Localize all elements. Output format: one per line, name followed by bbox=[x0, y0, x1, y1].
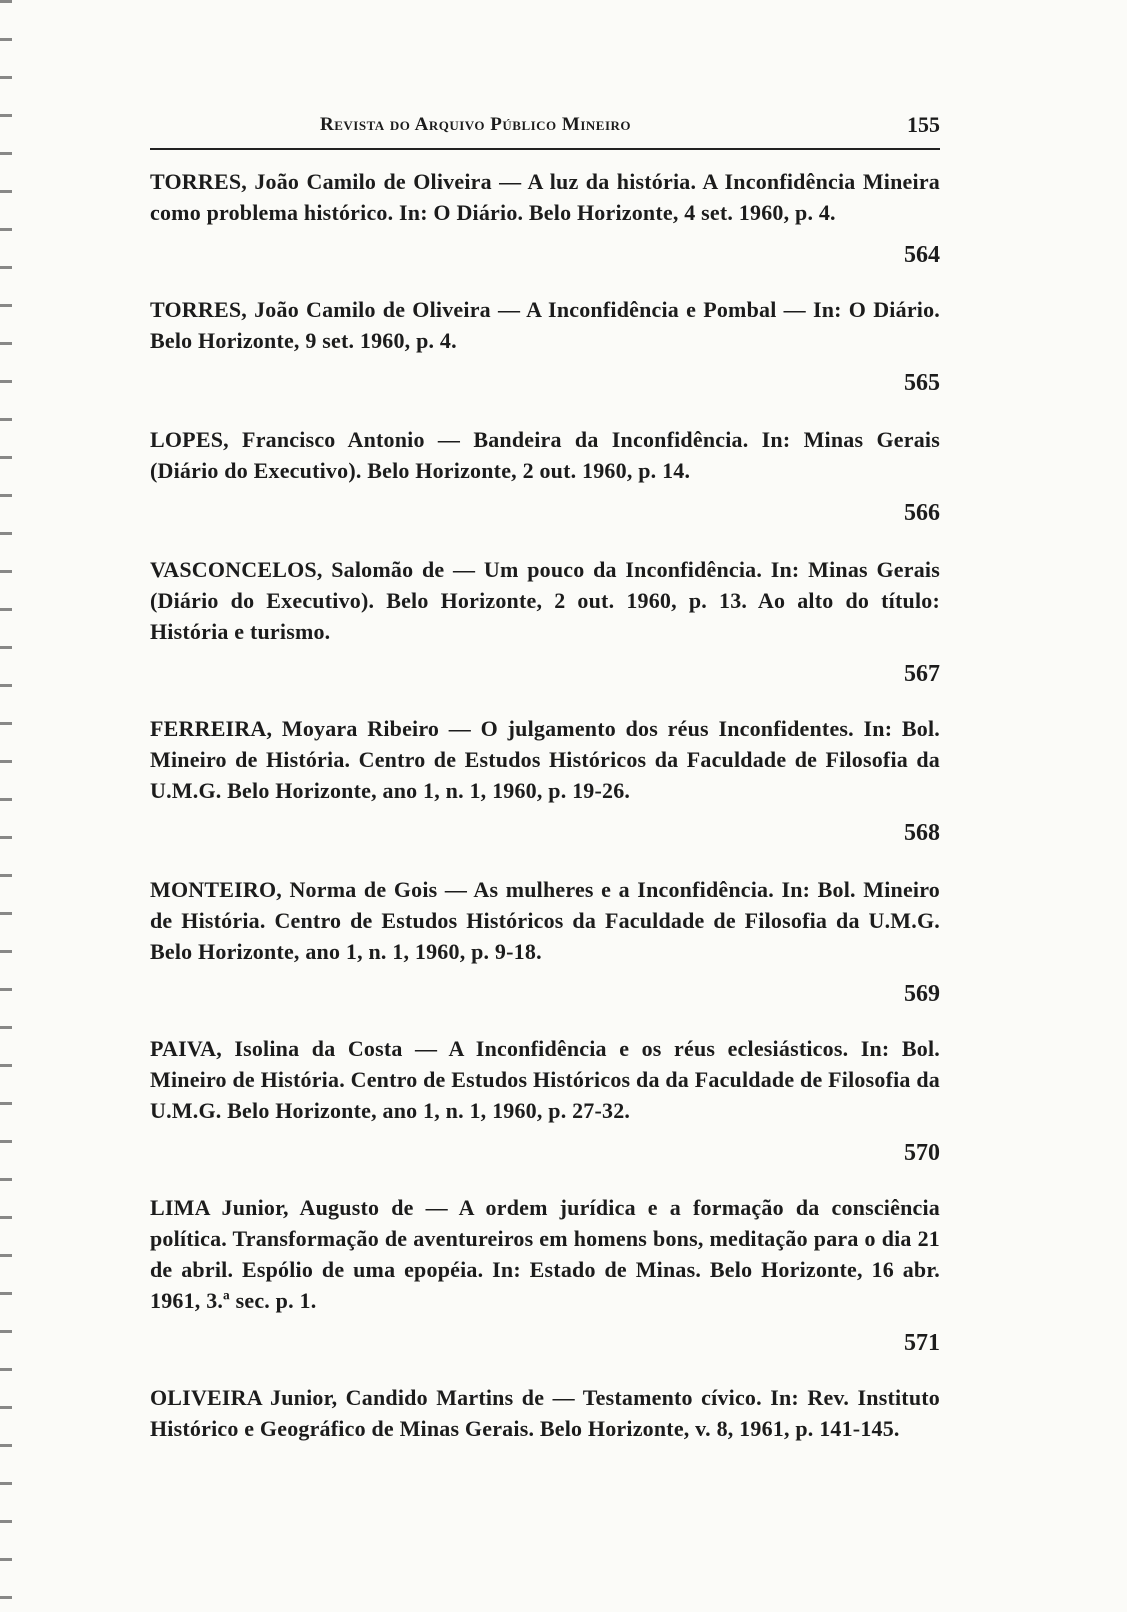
bibliography-entry-567 bbox=[150, 554, 940, 689]
bibliography-list bbox=[150, 166, 940, 1444]
entry-number: 571 bbox=[904, 1330, 940, 1356]
entry-text: TORRES, João Camilo de Oliveira — A Inconfidência e Pombal — In: O Diário. Belo Horizonte, 9 set. 1960, p. 4. bbox=[150, 297, 940, 353]
entry-text: LOPES, Francisco Antonio — Bandeira da Inconfidência. In: Minas Gerais (Diário do Executivo). Belo Horizonte, 2 out. 1960, p. 14. bbox=[150, 427, 940, 483]
entry-text: MONTEIRO, Norma de Gois — As mulheres e a Inconfidência. In: Bol. Mineiro de História. Centro de Estudos Históricos da Faculdade de Filosofia da U.M.G. Belo Horizonte, ano 1, n. 1, 1960, p. 9-18. bbox=[150, 877, 940, 964]
entry-number: 569 bbox=[904, 981, 940, 1007]
entry-text: FERREIRA, Moyara Ribeiro — O julgamento dos réus Inconfidentes. In: Bol. Mineiro de História. Centro de Estudos Históricos da Faculdade de Filosofia da U.M.G. Belo Horizonte, ano 1, n. 1, 1960, p. 19-26. bbox=[150, 716, 940, 803]
entry-number: 570 bbox=[904, 1140, 940, 1166]
entry-text: VASCONCELOS, Salomão de — Um pouco da Inconfidência. In: Minas Gerais (Diário do Executivo). Belo Horizonte, 2 out. 1960, p. 13. Ao alto do título: História e turismo. bbox=[150, 557, 940, 644]
bibliography-entry-570 bbox=[150, 1033, 940, 1168]
entry-number: 567 bbox=[904, 661, 940, 687]
entry-number: 564 bbox=[904, 242, 940, 268]
entry-text: LIMA Junior, Augusto de — A ordem jurídica e a formação da consciência política. Transformação de aventureiros em homens bons, meditação para o dia 21 de abril. Espólio de uma epopéia. In: Estado de Minas. Belo Horizonte, 16 abr. 1961, 3.ª sec. p. 1. bbox=[150, 1195, 940, 1313]
entry-text: PAIVA, Isolina da Costa — A Inconfidência e os réus eclesiásticos. In: Bol. Mineiro de História. Centro de Estudos Históricos da da Faculdade de Filosofia da U.M.G. Belo Horizonte, ano 1, n. 1, 1960, p. 27-32. bbox=[150, 1036, 940, 1123]
bibliography-entry-566 bbox=[150, 424, 940, 528]
entry-text: OLIVEIRA Junior, Candido Martins de — Testamento cívico. In: Rev. Instituto Histórico e Geográfico de Minas Gerais. Belo Horizonte, v. 8, 1961, p. 141-145. bbox=[150, 1385, 940, 1441]
entry-text: TORRES, João Camilo de Oliveira — A luz da história. A Inconfidência Mineira como problema histórico. In: O Diário. Belo Horizonte, 4 set. 1960, p. 4. bbox=[150, 169, 940, 225]
entry-number: 568 bbox=[904, 820, 940, 846]
bibliography-entry-568 bbox=[150, 713, 940, 848]
bibliography-entry-565 bbox=[150, 294, 940, 398]
running-title: Revista do Arquivo Público Mineiro bbox=[320, 114, 632, 135]
page-binding-edge bbox=[0, 0, 12, 1612]
bibliography-entry-564 bbox=[150, 166, 940, 270]
entry-number: 565 bbox=[904, 370, 940, 396]
page-header bbox=[150, 108, 940, 150]
entry-number: 566 bbox=[904, 500, 940, 526]
bibliography-entry-571 bbox=[150, 1192, 940, 1358]
bibliography-entry-572 bbox=[150, 1382, 940, 1444]
bibliography-entry-569 bbox=[150, 874, 940, 1009]
page-number: 155 bbox=[907, 112, 940, 137]
